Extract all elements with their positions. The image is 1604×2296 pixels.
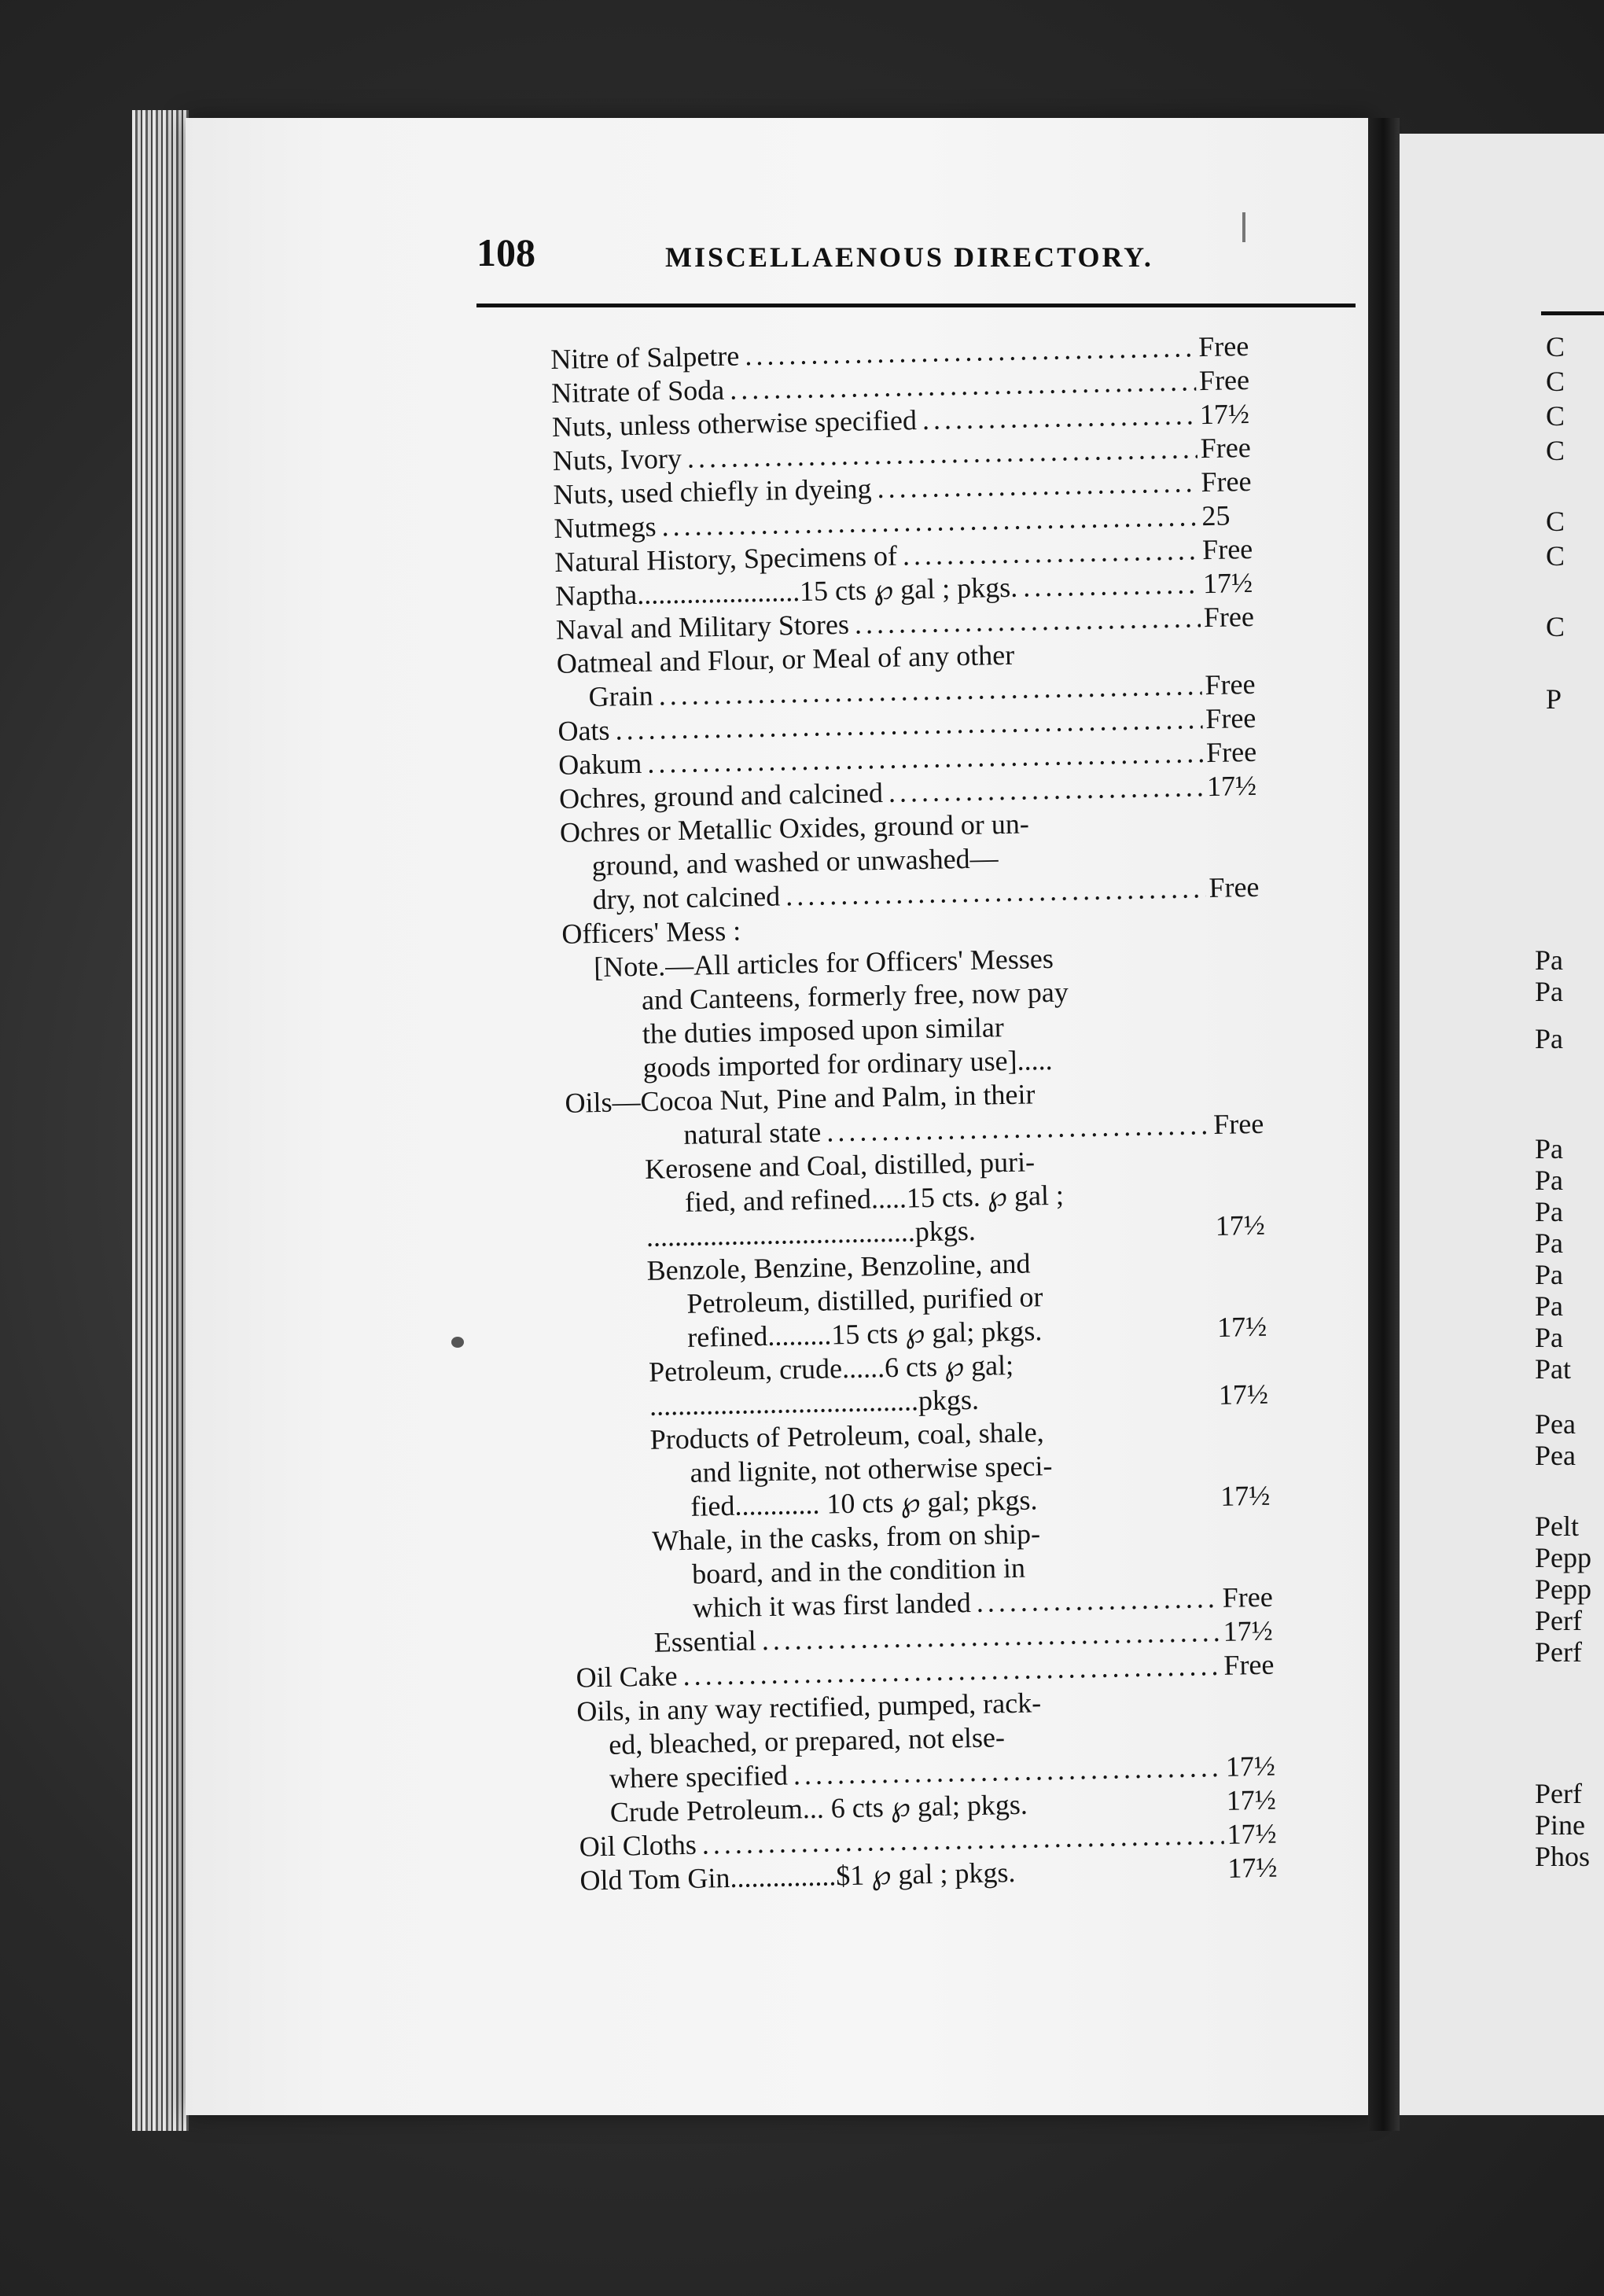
tariff-entry-text: Petroleum, crude......6 cts ℘ gal; <box>648 1349 1014 1388</box>
tariff-entry-text: Old Tom Gin...............$1 ℘ gal ; pkgs. <box>579 1856 1016 1897</box>
tariff-entry-text: Oakum . . . <box>558 736 1204 782</box>
right-page-fragment: Pat <box>1535 1353 1572 1385</box>
tariff-entry-text: Natural History, Specimens of . . . <box>554 533 1200 579</box>
tariff-entry-text: Ochres or Metallic Oxides, ground or un- <box>559 808 1030 848</box>
tariff-entries-list <box>550 329 1304 1897</box>
tariff-entry-text: natural state . . . <box>683 1108 1211 1151</box>
tariff-entry-text: Products of Petroleum, coal, shale, <box>649 1416 1044 1455</box>
right-page-fragment: Pa <box>1535 1322 1563 1353</box>
tariff-entry-text: Oils, in any way rectified, pumped, rack- <box>576 1687 1042 1728</box>
tariff-entry-rate: Free <box>1198 363 1250 397</box>
running-head: MISCELLAENOUS DIRECTORY. <box>665 241 1153 273</box>
tariff-entry-text: Kerosene and Coal, distilled, puri- <box>644 1146 1036 1185</box>
tariff-entry-rate: Free <box>1200 431 1252 465</box>
tariff-entry-rate: 17½ <box>1206 769 1257 803</box>
tariff-entry-text: dry, not calcined . . . <box>592 871 1206 916</box>
right-page-fragment: C <box>1546 366 1565 397</box>
tariff-entry-rate: Free <box>1205 701 1256 735</box>
tariff-entry-text: ......................................pkgs. <box>649 1383 980 1422</box>
right-page-fragment: P <box>1546 683 1562 715</box>
tariff-entry-text: Nutmegs . . . <box>554 499 1199 545</box>
right-page-fragment: Pa <box>1535 1196 1563 1227</box>
tariff-entry-rate: 17½ <box>1225 1750 1276 1783</box>
right-page-fragment: Perf <box>1535 1636 1582 1668</box>
right-page-fragment: C <box>1546 506 1565 537</box>
tariff-entry-rate: 17½ <box>1227 1851 1278 1884</box>
tariff-entry-rate: 17½ <box>1216 1310 1267 1343</box>
tariff-entry-text: Oatmeal and Flour, or Meal of any other <box>556 638 1015 679</box>
tariff-entry-rate: Free <box>1205 735 1257 769</box>
tariff-entry-text: ground, and washed or unwashed— <box>591 842 999 882</box>
tariff-entry-text: [Note.—All articles for Officers' Messes <box>593 942 1054 984</box>
book-page-edges <box>132 110 189 2131</box>
tariff-entry-text: Whale, in the casks, from on ship- <box>651 1518 1041 1557</box>
right-page-fragment: Pepp <box>1535 1573 1591 1605</box>
tariff-entry-rate: 17½ <box>1220 1479 1271 1512</box>
tariff-entry-rate: Free <box>1223 1648 1275 1681</box>
tariff-entry-text: where specified . . . <box>609 1750 1223 1795</box>
right-page-fragment: C <box>1546 400 1565 432</box>
tariff-entry-text: Nitrate of Soda . . . <box>551 364 1197 410</box>
right-page-fragment: C <box>1546 331 1565 362</box>
tariff-entry-text: Grain . . . <box>588 668 1202 713</box>
right-page-fragment: Pelt <box>1535 1510 1580 1542</box>
tariff-entry-rate: Free <box>1222 1580 1274 1613</box>
tariff-entry-rate: Free <box>1197 329 1249 363</box>
tariff-entry-text: Naptha.......................15 cts ℘ gal ; pkgs. . . . <box>555 567 1201 613</box>
tariff-entry-text: Naval and Military Stores . . . <box>556 601 1201 646</box>
tariff-entry-rate: 17½ <box>1199 397 1250 431</box>
tariff-entry-text: Nuts, unless otherwise specified . . . <box>552 398 1197 443</box>
book-gutter <box>1368 118 1400 2131</box>
right-page-fragment: C <box>1546 611 1565 642</box>
tariff-entry-text: fied............ 10 cts ℘ gal; pkgs. <box>690 1484 1038 1522</box>
tariff-entry-text: Benzole, Benzine, Benzoline, and <box>646 1247 1031 1286</box>
tariff-entry-text: board, and in the condition in <box>691 1551 1026 1590</box>
tariff-entry-text: ed, bleached, or prepared, not else- <box>608 1721 1006 1761</box>
tariff-entry-text: Essential . . . <box>653 1615 1220 1659</box>
ink-speck <box>451 1337 464 1348</box>
right-page-rule <box>1541 311 1604 315</box>
right-page-fragment: Pa <box>1535 1227 1563 1259</box>
tariff-entry-rate: 25 <box>1201 499 1231 532</box>
right-page-fragment: Pa <box>1535 976 1563 1007</box>
tariff-entry-text: Nitre of Salpetre . . . <box>550 330 1196 376</box>
right-page-fragment: Pea <box>1535 1408 1576 1440</box>
right-page-fragment: Pa <box>1535 944 1563 976</box>
tariff-entry-rate: Free <box>1201 532 1253 566</box>
right-page-fragment: C <box>1546 435 1565 466</box>
right-page-fragment: C <box>1546 540 1565 572</box>
tariff-entry-text: Petroleum, distilled, purified or <box>686 1281 1043 1319</box>
ink-mark <box>1242 212 1245 242</box>
right-page-fragment: Perf <box>1535 1605 1582 1636</box>
right-page-fragment: Pa <box>1535 1259 1563 1290</box>
right-page-fragment: Perf <box>1535 1778 1582 1809</box>
tariff-entry-text: the duties imposed upon similar <box>642 1011 1005 1050</box>
right-page-fragment: Pa <box>1535 1133 1563 1165</box>
tariff-entry-rate: 17½ <box>1227 1817 1277 1850</box>
tariff-entry-rate: Free <box>1205 668 1256 701</box>
right-page-fragment: Pa <box>1535 1165 1563 1196</box>
right-page-fragment: Pepp <box>1535 1542 1591 1573</box>
tariff-entry-text: goods imported for ordinary use]..... <box>642 1043 1053 1084</box>
tariff-entry-rate: 17½ <box>1215 1209 1266 1242</box>
tariff-entry-text: Oats . . . <box>557 702 1203 748</box>
tariff-entry-text: Crude Petroleum... 6 cts ℘ gal; pkgs. <box>609 1788 1028 1828</box>
tariff-entry-text: Oil Cake . . . <box>576 1649 1221 1694</box>
header-rule <box>476 304 1356 307</box>
right-page-fragment: Phos <box>1535 1841 1591 1872</box>
tariff-entry-text: Oils—Cocoa Nut, Pine and Palm, in their <box>565 1078 1036 1119</box>
tariff-entry-rate: Free <box>1201 465 1252 499</box>
tariff-entry-rate: 17½ <box>1218 1378 1269 1411</box>
tariff-entry-rate: Free <box>1203 600 1255 634</box>
right-page-fragment: Pa <box>1535 1290 1563 1322</box>
page-number: 108 <box>476 230 535 274</box>
tariff-entry-text: refined.........15 cts ℘ gal; pkgs. <box>686 1315 1043 1353</box>
right-page-fragment: Pea <box>1535 1440 1576 1471</box>
tariff-entry-text: fied, and refined.....15 cts. ℘ gal ; <box>684 1179 1065 1218</box>
right-page-fragments <box>1535 330 1604 1981</box>
tariff-entry-text: Ochres, ground and calcined . . . <box>559 770 1205 815</box>
tariff-entry-text: Officers' Mess : <box>561 914 741 950</box>
right-page-fragment: Pa <box>1535 1023 1563 1054</box>
tariff-entry-text: ......................................pkgs. <box>646 1214 977 1253</box>
tariff-entry-text: which it was first landed . . . <box>693 1581 1220 1624</box>
tariff-entry-rate: 17½ <box>1223 1614 1273 1647</box>
tariff-entry-text: Nuts, used chiefly in dyeing . . . <box>553 465 1198 511</box>
tariff-entry-rate: Free <box>1209 870 1260 904</box>
tariff-entry-text: and Canteens, formerly free, now pay <box>641 976 1069 1016</box>
tariff-entry-text: and lignite, not otherwise speci- <box>690 1450 1053 1488</box>
tariff-entry-rate: Free <box>1212 1107 1264 1140</box>
tariff-entry-text: Oil Cloths . . . <box>579 1818 1224 1864</box>
tariff-entry-rate: 17½ <box>1226 1783 1277 1816</box>
tariff-entry-rate: 17½ <box>1202 566 1253 600</box>
page-header <box>476 230 1357 293</box>
right-page-fragment: Pine <box>1535 1809 1586 1841</box>
tariff-entry-text: Nuts, Ivory . . . <box>552 432 1197 477</box>
